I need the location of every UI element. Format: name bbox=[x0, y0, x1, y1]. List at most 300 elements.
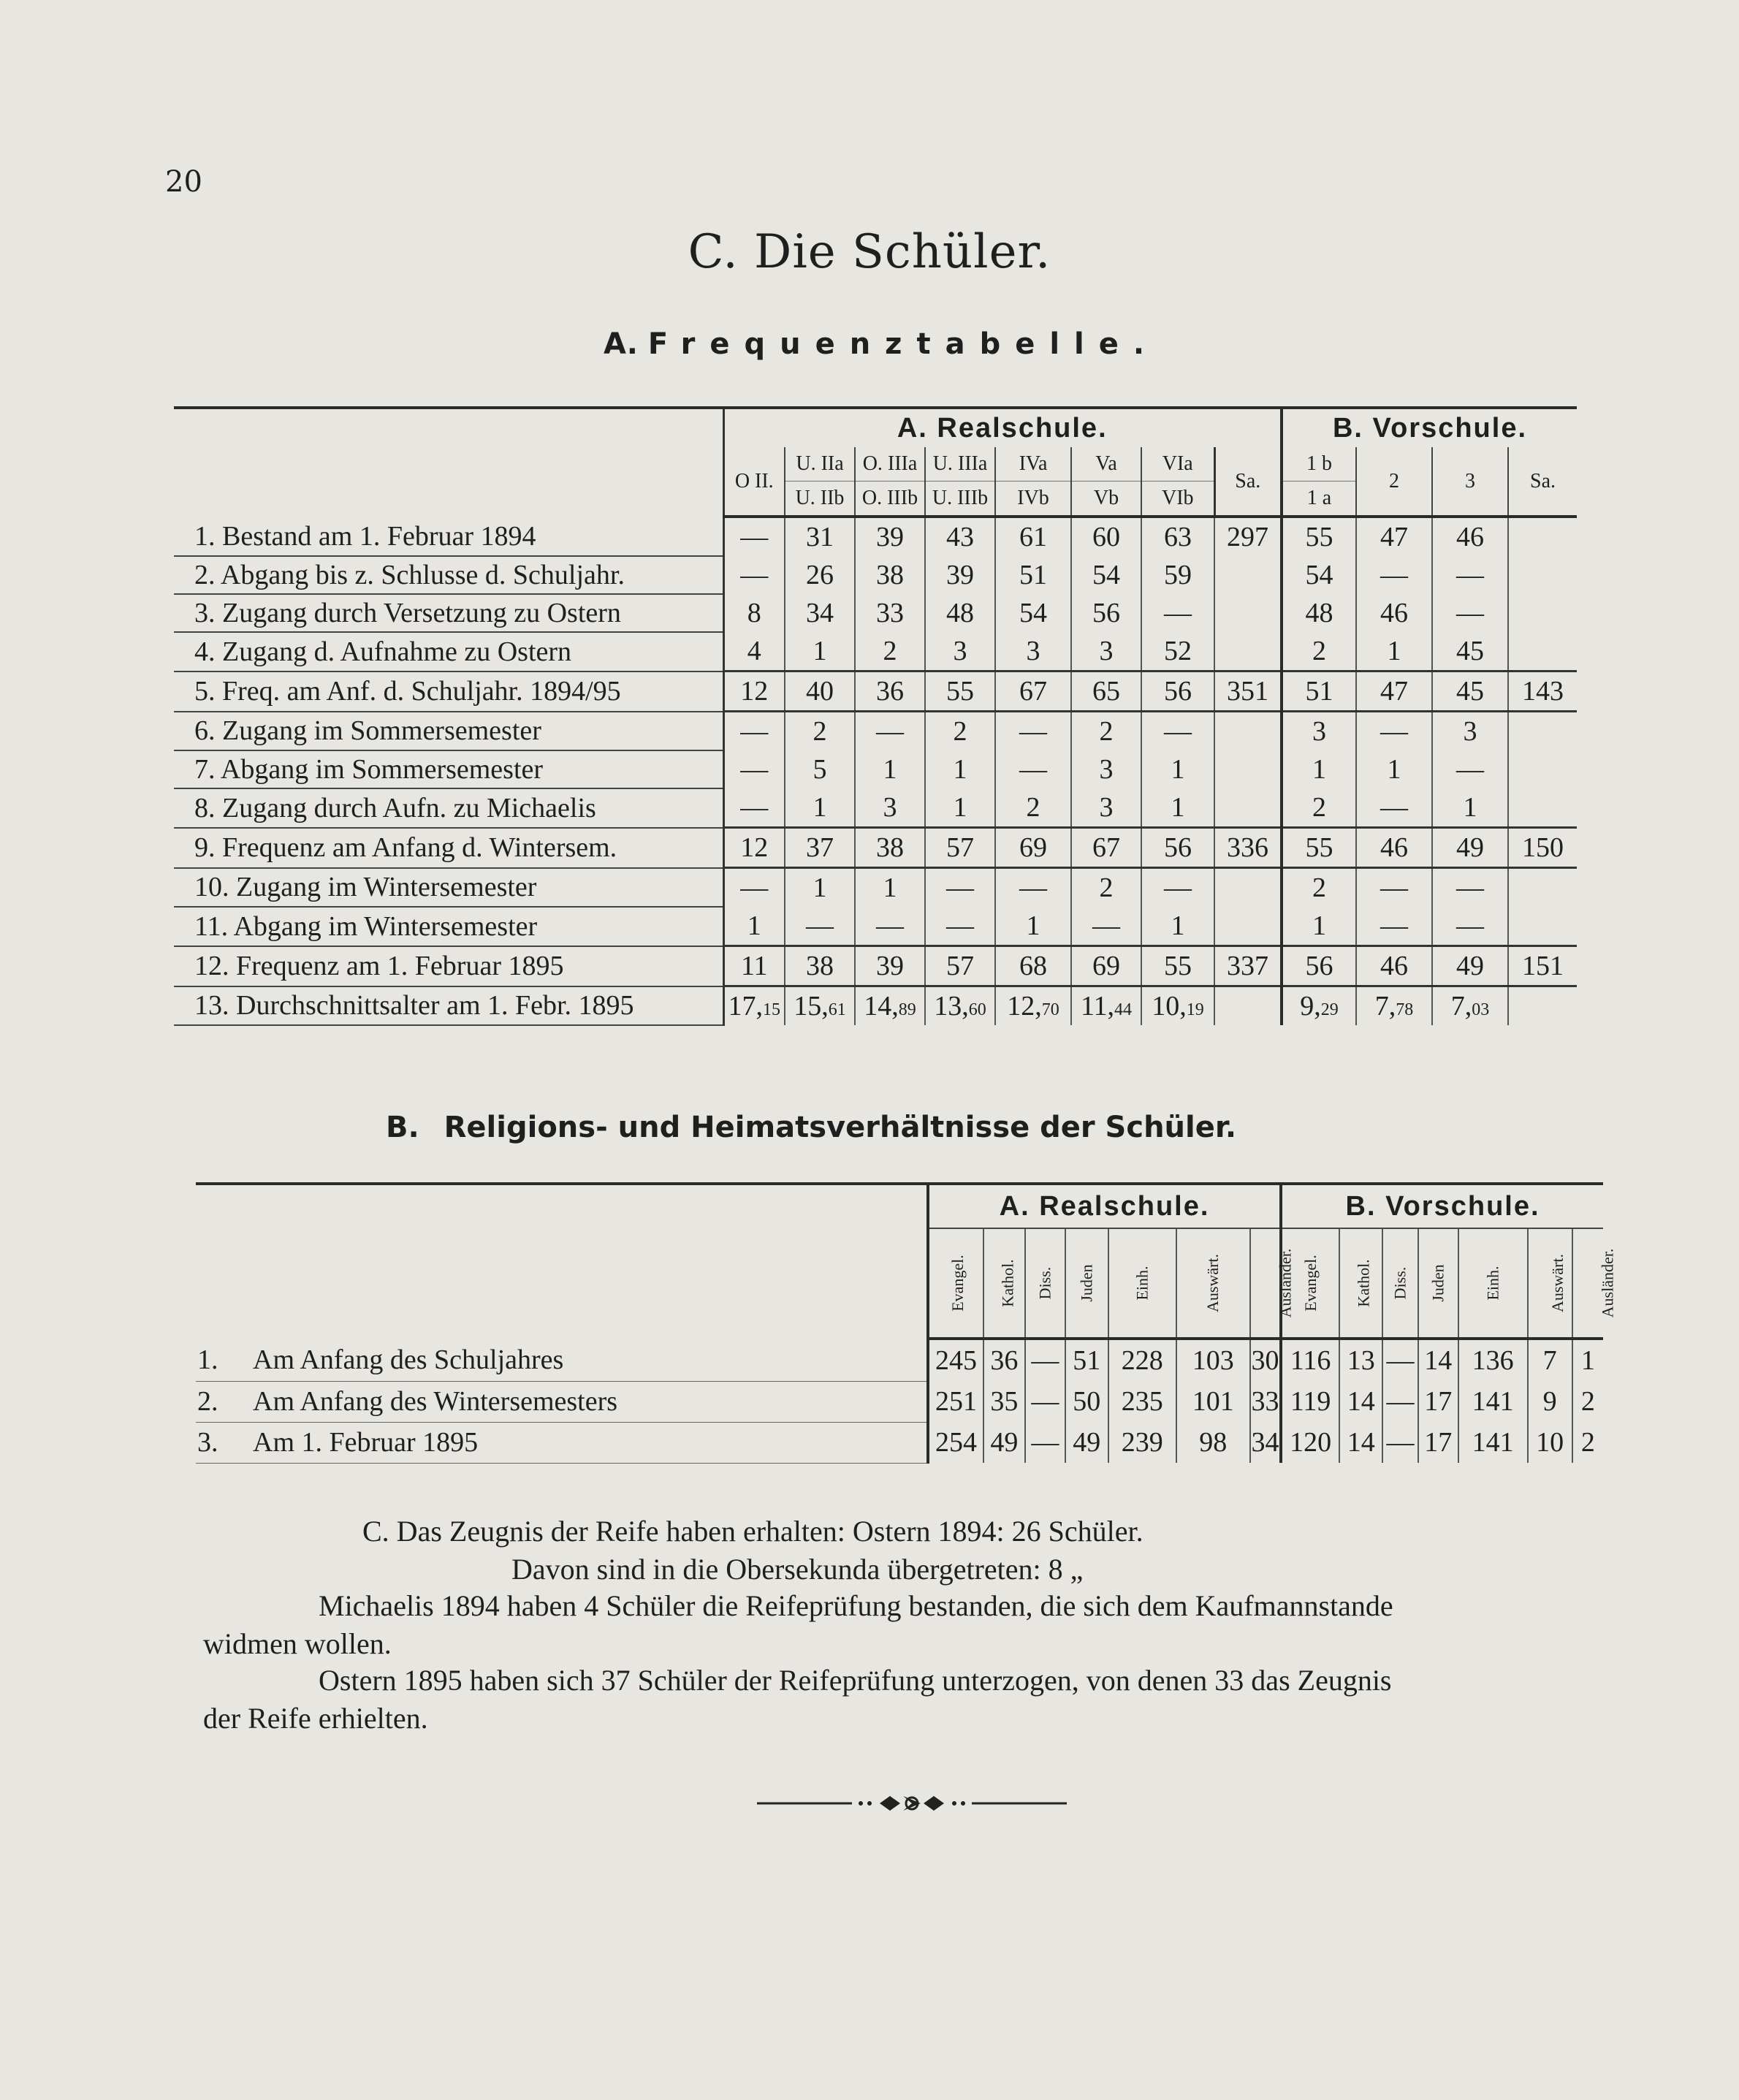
column-header: O II. bbox=[723, 447, 785, 517]
cell-vorschule: 2 bbox=[1572, 1422, 1603, 1463]
cell-realschule: 251 bbox=[928, 1381, 983, 1422]
cell-realschule bbox=[1214, 907, 1282, 946]
cell-realschule: 69 bbox=[1071, 946, 1141, 986]
cell-vorschule: — bbox=[1432, 868, 1508, 908]
cell-vorschule: 45 bbox=[1432, 672, 1508, 712]
section-c-line: C. Das Zeugnis der Reife haben erhalten: Ostern 1894: 26 Schüler. bbox=[362, 1515, 1144, 1548]
cell-realschule: 54 bbox=[995, 594, 1071, 632]
cell-vorschule: 3 bbox=[1282, 712, 1356, 751]
cell-vorschule: 2 bbox=[1572, 1381, 1603, 1422]
cell-realschule: 12 bbox=[723, 672, 785, 712]
cell-realschule: 30 bbox=[1250, 1339, 1281, 1381]
cell-realschule: 1 bbox=[723, 907, 785, 946]
section-b-letter: B. bbox=[386, 1111, 419, 1144]
cell-realschule bbox=[1214, 986, 1282, 1026]
cell-vorschule: — bbox=[1432, 907, 1508, 946]
cell-vorschule: 1 bbox=[1572, 1339, 1603, 1381]
column-header-text: Kathol. bbox=[998, 1259, 1017, 1307]
cell-realschule: 254 bbox=[928, 1422, 983, 1463]
cell-realschule: — bbox=[1071, 907, 1141, 946]
cell-vorschule bbox=[1508, 788, 1577, 828]
cell-vorschule bbox=[1508, 556, 1577, 594]
cell-realschule bbox=[1214, 556, 1282, 594]
cell-realschule: 11 bbox=[723, 946, 785, 986]
cell-vorschule: 151 bbox=[1508, 946, 1577, 986]
row-label: 13. Durchschnittsalter am 1. Febr. 1895 bbox=[174, 986, 723, 1026]
cell-realschule: 14,89 bbox=[855, 986, 925, 1026]
cell-realschule: 337 bbox=[1214, 946, 1282, 986]
cell-vorschule: 10 bbox=[1528, 1422, 1572, 1463]
cell-realschule: 34 bbox=[785, 594, 855, 632]
cell-realschule: 3 bbox=[1071, 750, 1141, 788]
column-header-sub: O. IIIb bbox=[855, 482, 925, 517]
cell-vorschule: 1 bbox=[1282, 907, 1356, 946]
cell-vorschule: 141 bbox=[1458, 1422, 1528, 1463]
cell-vorschule: 48 bbox=[1282, 594, 1356, 632]
cell-realschule: 297 bbox=[1214, 517, 1282, 556]
cell-realschule: 351 bbox=[1214, 672, 1282, 712]
cell-realschule: — bbox=[723, 750, 785, 788]
column-header: U. IIa bbox=[785, 447, 855, 482]
column-header-text: Kathol. bbox=[1354, 1259, 1373, 1307]
cell-realschule: 2 bbox=[995, 788, 1071, 828]
cell-vorschule: 47 bbox=[1356, 672, 1432, 712]
cell-vorschule: 7,03 bbox=[1432, 986, 1508, 1026]
cell-realschule: 67 bbox=[995, 672, 1071, 712]
cell-vorschule: 14 bbox=[1339, 1422, 1382, 1463]
row-label: 5. Freq. am Anf. d. Schuljahr. 1894/95 bbox=[174, 672, 723, 712]
column-header-vertical bbox=[1418, 1228, 1458, 1339]
row-number: 1. bbox=[197, 1344, 218, 1375]
cell-vorschule: 49 bbox=[1432, 946, 1508, 986]
table-row bbox=[174, 907, 1577, 946]
column-header-vertical bbox=[1339, 1228, 1382, 1339]
column-header-vertical bbox=[1458, 1228, 1528, 1339]
column-header-text: Evangel. bbox=[948, 1255, 967, 1312]
cell-realschule: — bbox=[1141, 712, 1214, 751]
cell-vorschule: — bbox=[1382, 1339, 1418, 1381]
cell-realschule: 39 bbox=[855, 946, 925, 986]
cell-realschule: 33 bbox=[855, 594, 925, 632]
cell-realschule: — bbox=[925, 907, 995, 946]
column-header-sub: U. IIIb bbox=[925, 482, 995, 517]
cell-vorschule: 55 bbox=[1282, 517, 1356, 556]
cell-realschule: — bbox=[1025, 1381, 1065, 1422]
cell-realschule: 51 bbox=[995, 556, 1071, 594]
column-header-vertical bbox=[1528, 1228, 1572, 1339]
cell-realschule: 31 bbox=[785, 517, 855, 556]
cell-vorschule: 9 bbox=[1528, 1381, 1572, 1422]
column-header-vertical bbox=[1250, 1228, 1295, 1339]
cell-vorschule bbox=[1508, 868, 1577, 908]
row-label bbox=[196, 1381, 928, 1422]
cell-realschule: 15,61 bbox=[785, 986, 855, 1026]
table-row bbox=[174, 712, 1577, 751]
cell-vorschule: 46 bbox=[1356, 946, 1432, 986]
cell-realschule: 245 bbox=[928, 1339, 983, 1381]
cell-vorschule: 51 bbox=[1282, 672, 1356, 712]
cell-realschule: 2 bbox=[1071, 868, 1141, 908]
row-label: 9. Frequenz am Anfang d. Wintersem. bbox=[174, 828, 723, 868]
group-vorschule-b: B. Vorschule. bbox=[1281, 1185, 1603, 1228]
cell-vorschule bbox=[1508, 712, 1577, 751]
cell-vorschule: 47 bbox=[1356, 517, 1432, 556]
cell-vorschule: 1 bbox=[1356, 750, 1432, 788]
cell-realschule: 8 bbox=[723, 594, 785, 632]
cell-realschule: 57 bbox=[925, 828, 995, 868]
cell-vorschule bbox=[1508, 594, 1577, 632]
cell-realschule: 3 bbox=[855, 788, 925, 828]
cell-realschule: 39 bbox=[855, 517, 925, 556]
cell-vorschule: 136 bbox=[1458, 1339, 1528, 1381]
cell-realschule: 40 bbox=[785, 672, 855, 712]
cell-realschule bbox=[1214, 594, 1282, 632]
cell-realschule: 35 bbox=[983, 1381, 1025, 1422]
cell-vorschule: — bbox=[1356, 868, 1432, 908]
cell-realschule bbox=[1214, 750, 1282, 788]
row-label: 1. Bestand am 1. Februar 1894 bbox=[174, 517, 723, 556]
cell-vorschule: 150 bbox=[1508, 828, 1577, 868]
cell-vorschule: — bbox=[1432, 556, 1508, 594]
cell-realschule: 1 bbox=[925, 788, 995, 828]
cell-vorschule: 45 bbox=[1432, 632, 1508, 672]
cell-realschule: 56 bbox=[1141, 828, 1214, 868]
cell-realschule: 1 bbox=[1141, 750, 1214, 788]
cell-realschule: 2 bbox=[855, 632, 925, 672]
cell-realschule: — bbox=[723, 868, 785, 908]
column-header-vertical bbox=[1382, 1228, 1418, 1339]
cell-realschule: 17,15 bbox=[723, 986, 785, 1026]
cell-vorschule: 143 bbox=[1508, 672, 1577, 712]
column-header-sub: VIb bbox=[1141, 482, 1214, 517]
cell-vorschule: — bbox=[1382, 1422, 1418, 1463]
cell-realschule: — bbox=[995, 712, 1071, 751]
cell-realschule: 56 bbox=[1071, 594, 1141, 632]
section-b-heading bbox=[386, 1111, 1236, 1144]
section-a-title: Frequenztabelle. bbox=[647, 327, 1160, 361]
column-header-text: Ausländer. bbox=[1276, 1248, 1295, 1318]
cell-vorschule: 14 bbox=[1339, 1381, 1382, 1422]
table-b-corner bbox=[196, 1185, 928, 1339]
table-row bbox=[174, 672, 1577, 712]
cell-realschule: 38 bbox=[855, 556, 925, 594]
column-header-vertical bbox=[1176, 1228, 1250, 1339]
column-header-sub: U. IIb bbox=[785, 482, 855, 517]
table-row bbox=[174, 986, 1577, 1026]
table-row bbox=[174, 750, 1577, 788]
table-row bbox=[174, 632, 1577, 672]
row-label: 8. Zugang durch Aufn. zu Michaelis bbox=[174, 788, 723, 828]
cell-realschule: 43 bbox=[925, 517, 995, 556]
column-header-text: Auswärt. bbox=[1203, 1253, 1222, 1313]
cell-realschule: 2 bbox=[1071, 712, 1141, 751]
cell-realschule: 65 bbox=[1071, 672, 1141, 712]
table-row bbox=[174, 594, 1577, 632]
cell-realschule: 49 bbox=[1065, 1422, 1108, 1463]
cell-realschule: — bbox=[1025, 1422, 1065, 1463]
cell-realschule: 26 bbox=[785, 556, 855, 594]
cell-realschule: 12,70 bbox=[995, 986, 1071, 1026]
cell-realschule: 38 bbox=[855, 828, 925, 868]
cell-realschule: — bbox=[995, 868, 1071, 908]
cell-realschule: 36 bbox=[855, 672, 925, 712]
column-header-vertical bbox=[1572, 1228, 1617, 1339]
section-c-line: widmen wollen. bbox=[203, 1627, 392, 1660]
column-header: 3 bbox=[1432, 447, 1508, 517]
cell-realschule: 1 bbox=[785, 868, 855, 908]
cell-vorschule: — bbox=[1382, 1381, 1418, 1422]
cell-realschule bbox=[1214, 868, 1282, 908]
column-header-vertical bbox=[1025, 1228, 1065, 1339]
column-header-text: Einh. bbox=[1483, 1266, 1502, 1301]
cell-vorschule: 49 bbox=[1432, 828, 1508, 868]
row-label: 11. Abgang im Wintersemester bbox=[174, 907, 723, 946]
cell-realschule: 50 bbox=[1065, 1381, 1108, 1422]
cell-realschule: 11,44 bbox=[1071, 986, 1141, 1026]
column-header-text: Juden bbox=[1428, 1264, 1447, 1302]
cell-realschule: 67 bbox=[1071, 828, 1141, 868]
cell-realschule: 336 bbox=[1214, 828, 1282, 868]
table-row bbox=[174, 517, 1577, 556]
column-header-text: Juden bbox=[1077, 1264, 1096, 1302]
cell-realschule: 1 bbox=[1141, 788, 1214, 828]
cell-vorschule bbox=[1508, 750, 1577, 788]
row-label: 12. Frequenz am 1. Februar 1895 bbox=[174, 946, 723, 986]
column-header: VIa bbox=[1141, 447, 1214, 482]
cell-realschule: 5 bbox=[785, 750, 855, 788]
cell-vorschule: 17 bbox=[1418, 1422, 1458, 1463]
cell-realschule: — bbox=[855, 712, 925, 751]
cell-realschule: 13,60 bbox=[925, 986, 995, 1026]
group-realschule-b: A. Realschule. bbox=[928, 1185, 1281, 1228]
cell-realschule: 2 bbox=[785, 712, 855, 751]
cell-realschule: — bbox=[995, 750, 1071, 788]
section-c-line: der Reife erhielten. bbox=[203, 1702, 428, 1735]
cell-vorschule: 13 bbox=[1339, 1339, 1382, 1381]
row-number: 2. bbox=[197, 1386, 218, 1417]
table-row bbox=[174, 868, 1577, 908]
row-label: 3. Zugang durch Versetzung zu Ostern bbox=[174, 594, 723, 632]
column-header-text: Diss. bbox=[1390, 1266, 1409, 1300]
column-header: O. IIIa bbox=[855, 447, 925, 482]
section-c-line: Michaelis 1894 haben 4 Schüler die Reifeprüfung bestanden, die sich dem Kaufmannstande bbox=[319, 1589, 1393, 1622]
cell-vorschule: — bbox=[1356, 788, 1432, 828]
cell-realschule: 69 bbox=[995, 828, 1071, 868]
column-header: IVa bbox=[995, 447, 1071, 482]
cell-vorschule: — bbox=[1356, 907, 1432, 946]
cell-vorschule: 120 bbox=[1281, 1422, 1339, 1463]
cell-realschule: 56 bbox=[1141, 672, 1214, 712]
group-realschule: A. Realschule. bbox=[897, 412, 1108, 444]
cell-vorschule: 2 bbox=[1282, 788, 1356, 828]
section-c-line: Ostern 1895 haben sich 37 Schüler der Reifeprüfung unterzogen, von denen 33 das Zeugnis bbox=[319, 1664, 1392, 1697]
cell-vorschule: 1 bbox=[1282, 750, 1356, 788]
cell-realschule: 68 bbox=[995, 946, 1071, 986]
cell-realschule: 1 bbox=[1141, 907, 1214, 946]
cell-realschule bbox=[1214, 788, 1282, 828]
religion-table bbox=[196, 1182, 1617, 1464]
section-a-letter: A. bbox=[604, 327, 638, 361]
column-header: Sa. bbox=[1214, 447, 1282, 517]
row-label: 2. Abgang bis z. Schlusse d. Schuljahr. bbox=[174, 556, 723, 594]
cell-realschule: 1 bbox=[925, 750, 995, 788]
cell-realschule: 36 bbox=[983, 1339, 1025, 1381]
cell-realschule bbox=[1214, 632, 1282, 672]
cell-vorschule: 116 bbox=[1281, 1339, 1339, 1381]
column-header-vertical bbox=[983, 1228, 1025, 1339]
cell-vorschule: — bbox=[1356, 556, 1432, 594]
cell-realschule: 63 bbox=[1141, 517, 1214, 556]
column-header-text: Evangel. bbox=[1301, 1255, 1320, 1312]
cell-vorschule bbox=[1508, 986, 1577, 1026]
section-b-title: Religions- und Heimatsverhältnisse der Schüler. bbox=[444, 1111, 1237, 1144]
row-number: 3. bbox=[197, 1427, 218, 1458]
row-label: 10. Zugang im Wintersemester bbox=[174, 868, 723, 908]
page-number: 20 bbox=[165, 165, 202, 199]
cell-realschule bbox=[1214, 712, 1282, 751]
cell-realschule: 1 bbox=[855, 868, 925, 908]
table-row bbox=[196, 1422, 1603, 1463]
row-label: 6. Zugang im Sommersemester bbox=[174, 712, 723, 751]
cell-realschule: 1 bbox=[785, 632, 855, 672]
cell-realschule: 52 bbox=[1141, 632, 1214, 672]
cell-realschule: 101 bbox=[1176, 1381, 1250, 1422]
cell-vorschule: 46 bbox=[1432, 517, 1508, 556]
cell-realschule: 49 bbox=[983, 1422, 1025, 1463]
table-row bbox=[174, 556, 1577, 594]
cell-vorschule bbox=[1508, 907, 1577, 946]
cell-realschule: 57 bbox=[925, 946, 995, 986]
cell-vorschule: 141 bbox=[1458, 1381, 1528, 1422]
column-header-vertical bbox=[1065, 1228, 1108, 1339]
cell-realschule: 4 bbox=[723, 632, 785, 672]
column-header: 1 b bbox=[1282, 447, 1356, 482]
cell-vorschule bbox=[1508, 517, 1577, 556]
cell-realschule: 2 bbox=[925, 712, 995, 751]
section-a-heading bbox=[604, 327, 1159, 361]
cell-realschule: — bbox=[1025, 1339, 1065, 1381]
cell-realschule: 10,19 bbox=[1141, 986, 1214, 1026]
cell-vorschule: 7,78 bbox=[1356, 986, 1432, 1026]
cell-vorschule: — bbox=[1432, 750, 1508, 788]
cell-realschule: — bbox=[723, 556, 785, 594]
cell-realschule: — bbox=[723, 517, 785, 556]
column-header-vertical bbox=[1108, 1228, 1176, 1339]
row-text: Am Anfang des Schuljahres bbox=[253, 1344, 564, 1375]
cell-realschule: 33 bbox=[1250, 1381, 1281, 1422]
section-c-line: Davon sind in die Obersekunda übergetreten: 8 „ bbox=[511, 1553, 1084, 1586]
cell-realschule: 3 bbox=[1071, 632, 1141, 672]
cell-realschule: 51 bbox=[1065, 1339, 1108, 1381]
cell-realschule: 3 bbox=[995, 632, 1071, 672]
cell-vorschule: — bbox=[1432, 594, 1508, 632]
cell-vorschule: — bbox=[1356, 712, 1432, 751]
row-label: 4. Zugang d. Aufnahme zu Ostern bbox=[174, 632, 723, 672]
cell-realschule: 228 bbox=[1108, 1339, 1176, 1381]
cell-realschule: — bbox=[723, 788, 785, 828]
cell-vorschule: 54 bbox=[1282, 556, 1356, 594]
row-text: Am 1. Februar 1895 bbox=[253, 1427, 479, 1458]
cell-realschule: 235 bbox=[1108, 1381, 1176, 1422]
cell-realschule: 54 bbox=[1071, 556, 1141, 594]
column-header-text: Ausländer. bbox=[1598, 1248, 1617, 1318]
cell-realschule: 48 bbox=[925, 594, 995, 632]
cell-realschule: 34 bbox=[1250, 1422, 1281, 1463]
cell-realschule: 3 bbox=[925, 632, 995, 672]
column-header: Va bbox=[1071, 447, 1141, 482]
column-header-sub: Vb bbox=[1071, 482, 1141, 517]
cell-vorschule: 56 bbox=[1282, 946, 1356, 986]
cell-vorschule: 9,29 bbox=[1282, 986, 1356, 1026]
page-title: C. Die Schüler. bbox=[688, 225, 1051, 279]
cell-vorschule: 1 bbox=[1356, 632, 1432, 672]
cell-realschule: 3 bbox=[1071, 788, 1141, 828]
row-label bbox=[196, 1339, 928, 1381]
column-header-text: Einh. bbox=[1133, 1266, 1152, 1301]
cell-vorschule: 119 bbox=[1281, 1381, 1339, 1422]
cell-vorschule: 17 bbox=[1418, 1381, 1458, 1422]
cell-realschule: 1 bbox=[855, 750, 925, 788]
row-text: Am Anfang des Wintersemesters bbox=[253, 1386, 618, 1417]
cell-realschule: — bbox=[855, 907, 925, 946]
column-header-text: Auswärt. bbox=[1548, 1253, 1567, 1313]
cell-vorschule: 46 bbox=[1356, 828, 1432, 868]
table-corner bbox=[174, 409, 723, 517]
column-header-sub: 1 a bbox=[1282, 482, 1356, 517]
table-row bbox=[196, 1339, 1603, 1381]
ornament-divider bbox=[757, 1789, 1067, 1818]
cell-realschule: 12 bbox=[723, 828, 785, 868]
column-header-vertical bbox=[928, 1228, 983, 1339]
table-row bbox=[196, 1381, 1603, 1422]
cell-realschule: 55 bbox=[925, 672, 995, 712]
cell-realschule: — bbox=[785, 907, 855, 946]
cell-vorschule: 7 bbox=[1528, 1339, 1572, 1381]
cell-realschule: 98 bbox=[1176, 1422, 1250, 1463]
cell-realschule: 38 bbox=[785, 946, 855, 986]
table-row bbox=[174, 788, 1577, 828]
column-header-sub: IVb bbox=[995, 482, 1071, 517]
cell-vorschule: 3 bbox=[1432, 712, 1508, 751]
cell-realschule: 61 bbox=[995, 517, 1071, 556]
cell-vorschule bbox=[1508, 632, 1577, 672]
table-row bbox=[174, 828, 1577, 868]
cell-vorschule: 2 bbox=[1282, 632, 1356, 672]
frequency-table bbox=[174, 406, 1577, 1026]
column-header: Sa. bbox=[1508, 447, 1577, 517]
cell-realschule: 103 bbox=[1176, 1339, 1250, 1381]
column-header-text: Diss. bbox=[1035, 1266, 1054, 1300]
row-label bbox=[196, 1422, 928, 1463]
cell-realschule: 239 bbox=[1108, 1422, 1176, 1463]
cell-realschule: — bbox=[723, 712, 785, 751]
cell-realschule: — bbox=[925, 868, 995, 908]
column-header: 2 bbox=[1356, 447, 1432, 517]
group-vorschule: B. Vorschule. bbox=[1282, 409, 1577, 447]
cell-vorschule: 55 bbox=[1282, 828, 1356, 868]
cell-realschule: 39 bbox=[925, 556, 995, 594]
cell-realschule: 1 bbox=[995, 907, 1071, 946]
cell-realschule: 59 bbox=[1141, 556, 1214, 594]
cell-vorschule: 1 bbox=[1432, 788, 1508, 828]
cell-realschule: 55 bbox=[1141, 946, 1214, 986]
column-header: U. IIIa bbox=[925, 447, 995, 482]
cell-realschule: 1 bbox=[785, 788, 855, 828]
row-label: 7. Abgang im Sommersemester bbox=[174, 750, 723, 788]
cell-realschule: — bbox=[1141, 594, 1214, 632]
cell-realschule: 60 bbox=[1071, 517, 1141, 556]
cell-realschule: 37 bbox=[785, 828, 855, 868]
